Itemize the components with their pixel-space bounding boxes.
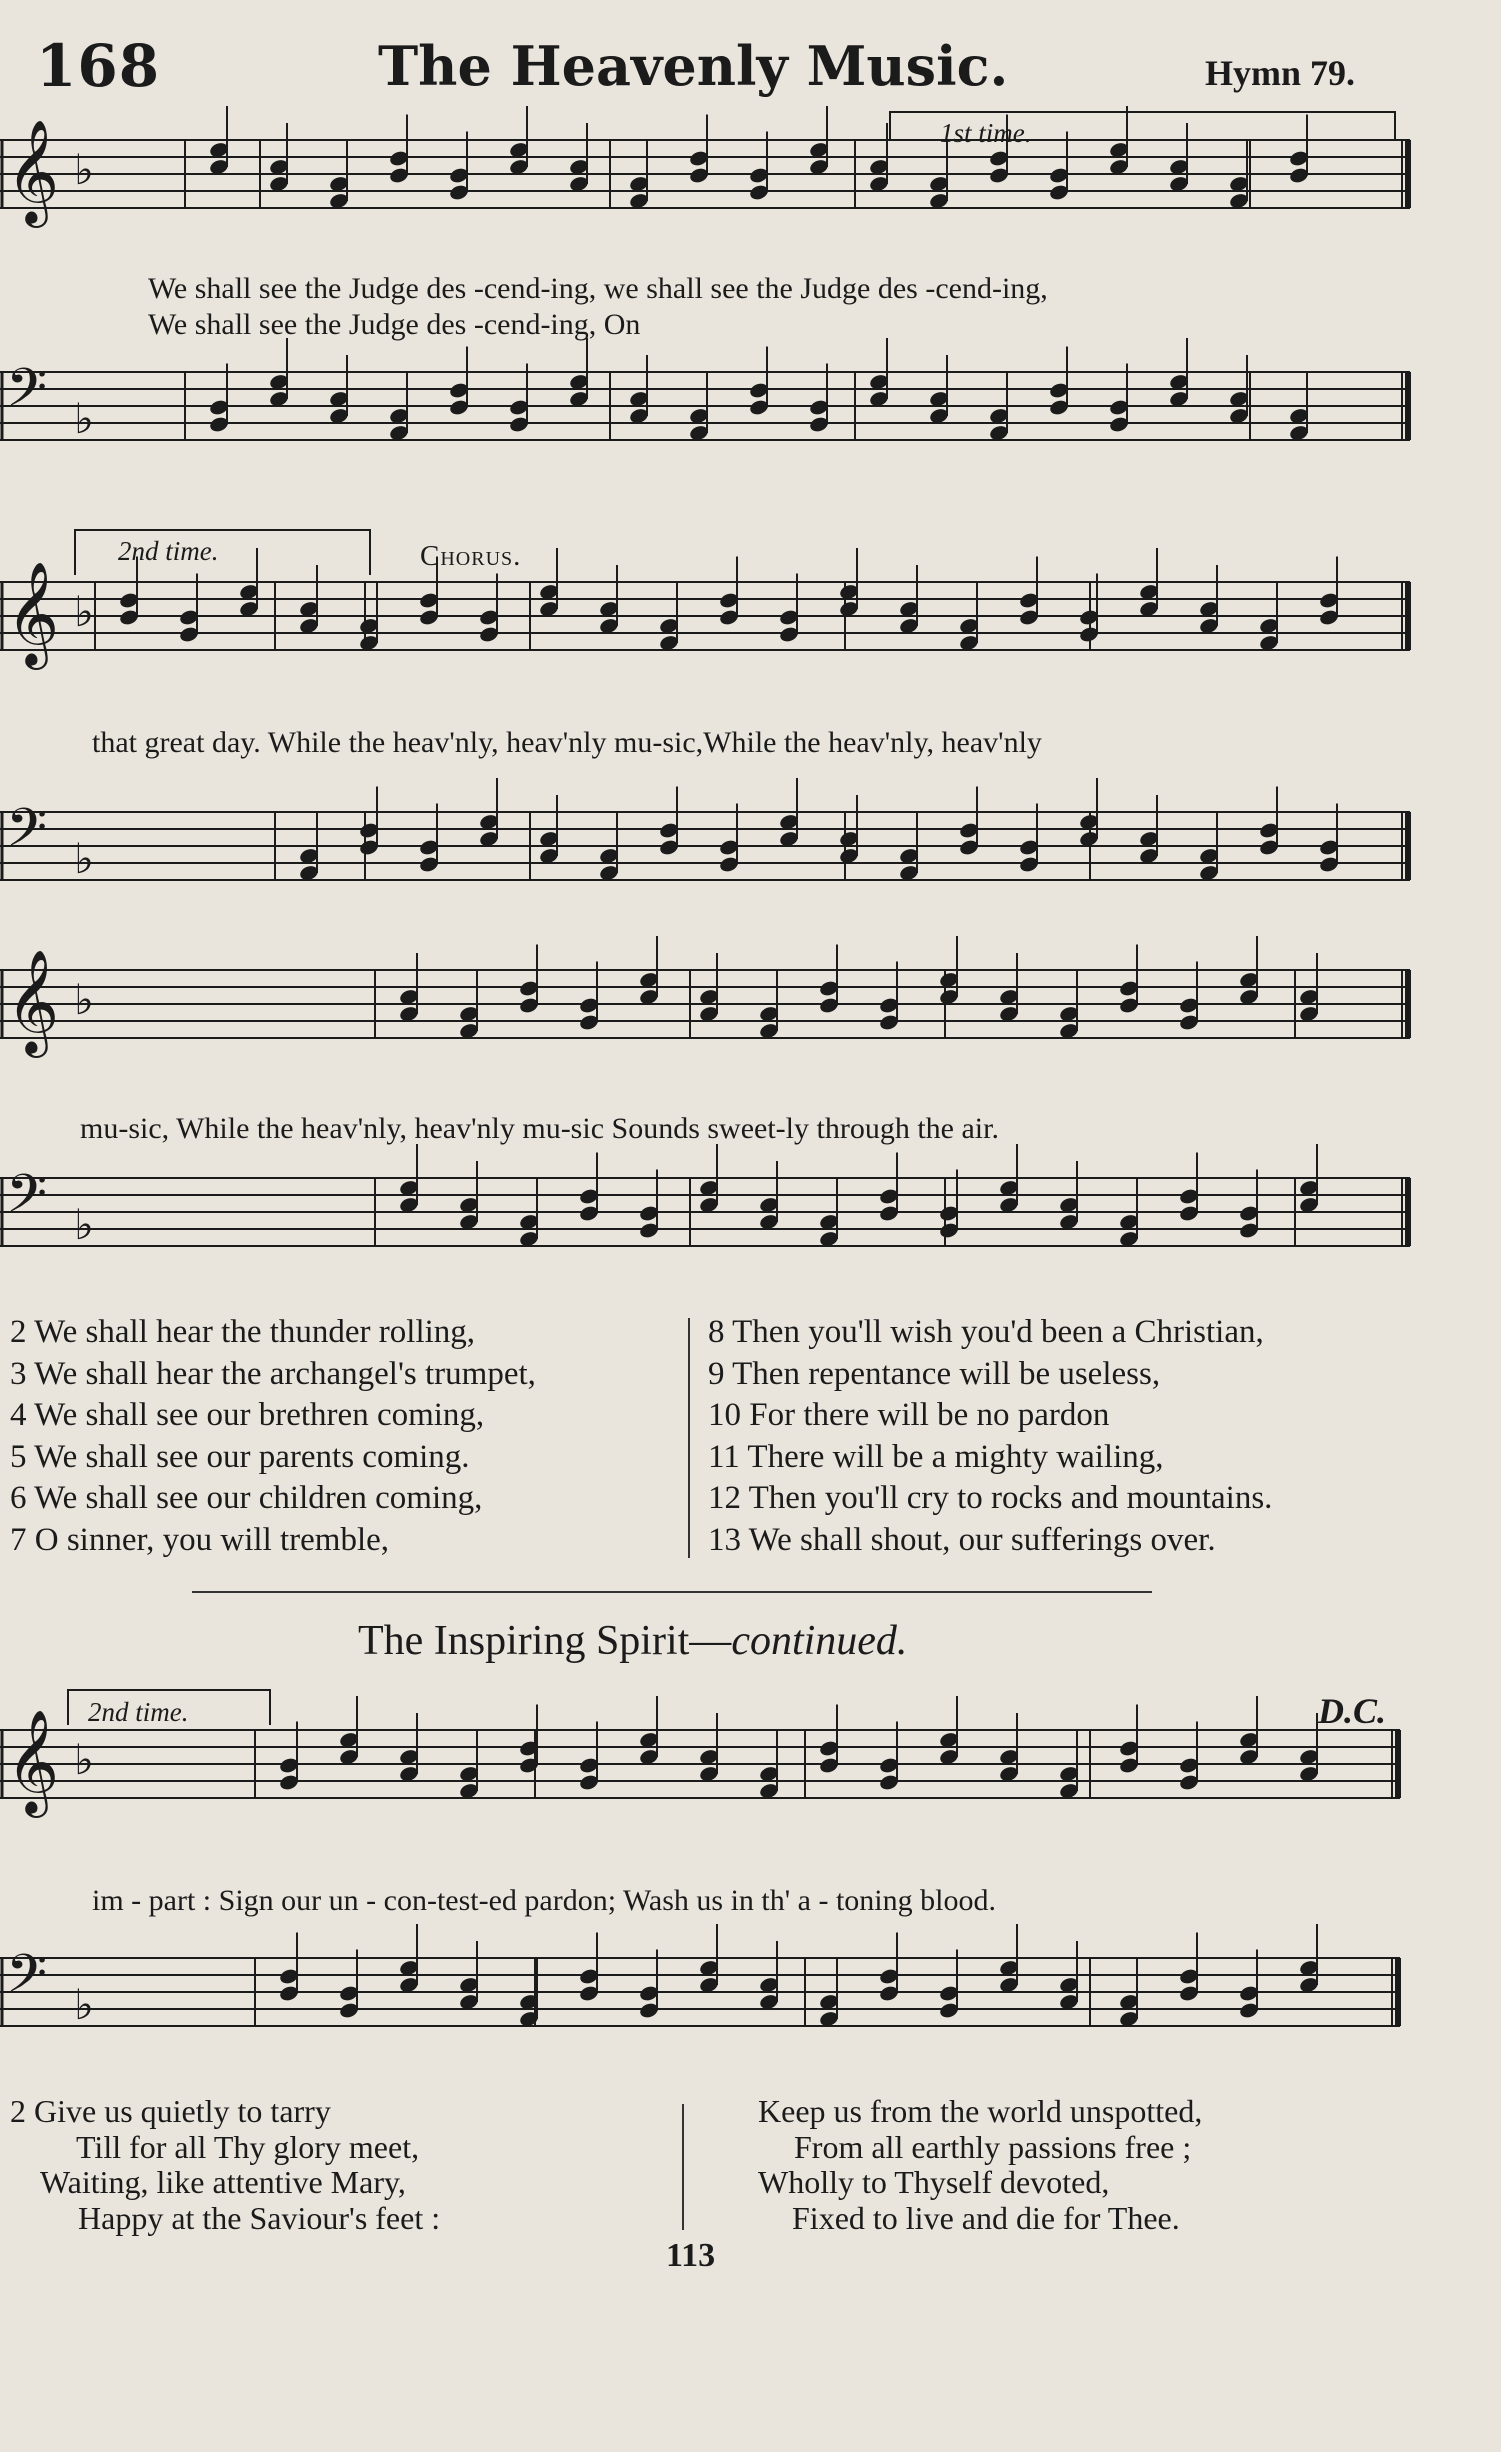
bass-clef-icon: 𝄢 — [6, 798, 48, 872]
flat-icon: ♭ — [74, 834, 94, 884]
lyric-line-1b: We shall see the Judge des -cend-ing, On — [148, 308, 641, 341]
bass-clef-icon: 𝄢 — [6, 1944, 48, 2018]
chorus-label: Chorus. — [420, 540, 522, 572]
lyric-line-2: that great day. While the heav'nly, heav'nly mu-sic,While the heav'nly, heav'nly — [92, 726, 1042, 759]
verse-line: 13 We shall shout, our sufferings over. — [708, 1521, 1216, 1558]
verse-line: 4 We shall see our brethren coming, — [10, 1397, 485, 1433]
treble-clef-icon: 𝄞 — [6, 561, 60, 666]
stanza-left — [10, 2094, 440, 2236]
verse-line: 9 Then repentance will be useless, — [708, 1355, 1161, 1392]
verses-right — [708, 1312, 1272, 1561]
stanza-line: Keep us from the world unspotted, — [758, 2093, 1203, 2129]
stanza-line: From all earthly passions free ; — [794, 2128, 1192, 2165]
lyric-line-1a: We shall see the Judge des -cend-ing, we shall see the Judge des -cend-ing, — [148, 272, 1048, 305]
verse-line: 2 We shall hear the thunder rolling, — [10, 1314, 476, 1350]
lyric-line-4: im - part : Sign our un - con-test-ed pardon; Wash us in th' a - toning blood. — [92, 1884, 996, 1917]
stanza-line: Wholly to Thyself devoted, — [758, 2164, 1110, 2200]
hymn-title: The Heavenly Music. — [378, 34, 1009, 98]
verse-line: 5 We shall see our parents coming. — [10, 1438, 470, 1475]
stanza-divider — [682, 2104, 684, 2230]
flat-icon: ♭ — [74, 1980, 94, 2030]
verse-line: 7 O sinner, you will tremble, — [10, 1521, 390, 1558]
flat-icon: ♭ — [74, 587, 94, 637]
da-capo-mark: D.C. — [1318, 1691, 1387, 1731]
verse-line: 8 Then you'll wish you'd been a Christian, — [708, 1314, 1264, 1350]
treble-clef-icon: 𝄞 — [6, 1709, 60, 1814]
first-ending-label: 1st time. — [940, 118, 1032, 148]
treble-clef-icon: 𝄞 — [6, 949, 60, 1054]
verse-line: 11 There will be a mighty wailing, — [708, 1438, 1164, 1475]
stanza-line: Fixed to live and die for Thee. — [792, 2199, 1180, 2236]
flat-icon: ♭ — [74, 975, 94, 1025]
lyric-line-3: mu-sic, While the heav'nly, heav'nly mu-sic Sounds sweet-ly through the air. — [80, 1112, 999, 1145]
section-title: The Inspiring Spirit—continued. — [358, 1618, 908, 1664]
bass-clef-icon: 𝄢 — [6, 358, 48, 432]
stanza-line: 2 Give us quietly to tarry — [10, 2093, 331, 2129]
verse-line: 12 Then you'll cry to rocks and mountains. — [708, 1480, 1273, 1516]
treble-clef-icon: 𝄞 — [6, 119, 60, 224]
second-ending-label: 2nd time. — [118, 536, 219, 566]
stanza-line: Waiting, like attentive Mary, — [40, 2164, 406, 2200]
flat-icon: ♭ — [74, 394, 94, 444]
hymn-number: 168 — [36, 32, 161, 100]
flat-icon: ♭ — [74, 1735, 94, 1785]
verse-line: 3 We shall hear the archangel's trumpet, — [10, 1355, 536, 1392]
verse-line: 10 For there will be no pardon — [708, 1397, 1110, 1433]
flat-icon: ♭ — [74, 145, 94, 195]
verse-divider — [688, 1318, 690, 1558]
section-rule — [192, 1591, 1152, 1593]
verses-left — [10, 1312, 536, 1561]
hymn-reference: Hymn 79. — [1205, 53, 1356, 93]
stanza-line: Happy at the Saviour's feet : — [78, 2199, 441, 2236]
second-ending-label-2: 2nd time. — [88, 1697, 189, 1727]
bass-clef-icon: 𝄢 — [6, 1164, 48, 1238]
page-number: 113 — [666, 2237, 716, 2274]
verse-line: 6 We shall see our children coming, — [10, 1480, 483, 1516]
flat-icon: ♭ — [74, 1200, 94, 1250]
stanza-right — [758, 2094, 1202, 2236]
stanza-line: Till for all Thy glory meet, — [76, 2128, 420, 2165]
